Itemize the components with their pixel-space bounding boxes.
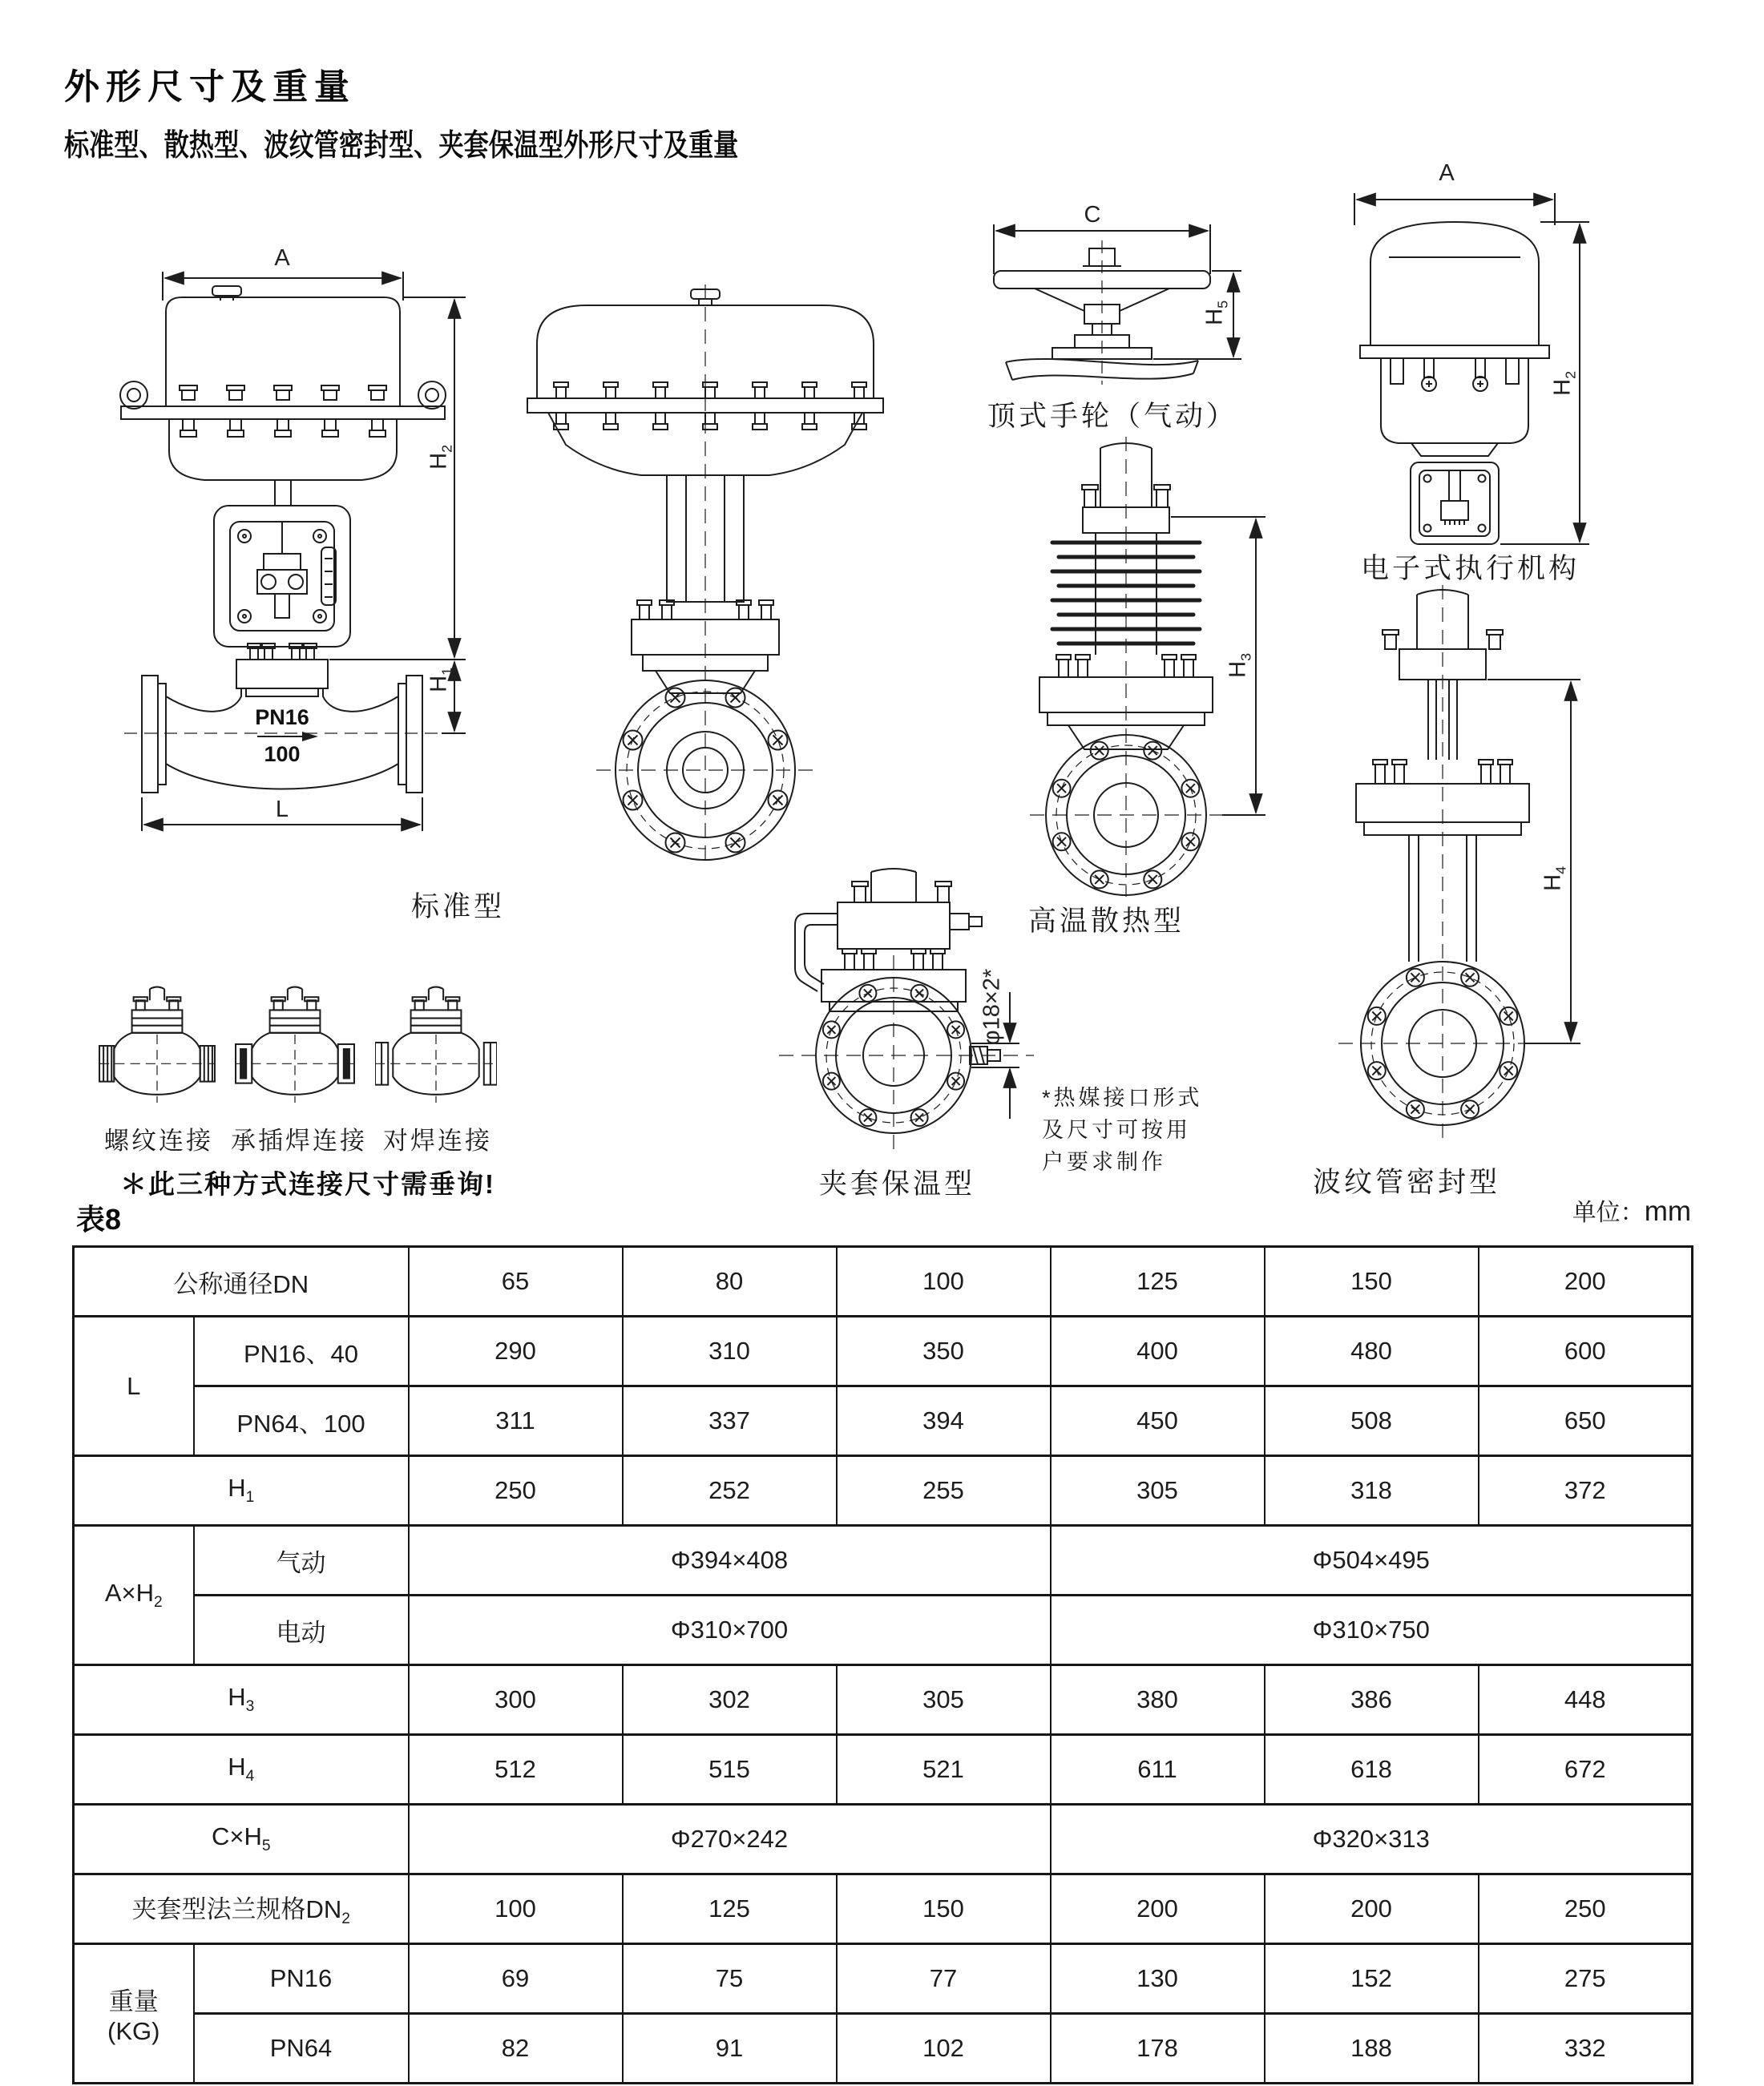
table-cell: 318 — [1265, 1456, 1479, 1526]
unit-note — [1475, 1192, 1691, 1228]
row-sublabel-weight-pn64: PN64 — [194, 2014, 409, 2084]
table-cell: 275 — [1479, 1944, 1693, 2014]
table-row-axh2-pneumatic — [74, 1526, 1693, 1596]
dim-h2-standard: $H_2$ — [426, 444, 455, 470]
socket-weld-label: 承插焊连接 — [231, 1127, 367, 1155]
table-cell: 380 — [1051, 1665, 1265, 1735]
table-cell: 300 — [409, 1665, 623, 1735]
table-cell: 91 — [623, 2014, 837, 2084]
table-cell: 386 — [1265, 1665, 1479, 1735]
table-cell-merged: Φ504×495 — [1051, 1526, 1693, 1596]
table-cell: 515 — [623, 1735, 837, 1805]
dim-l-standard: L — [275, 797, 289, 822]
table-cell: 337 — [623, 1386, 837, 1456]
table-cell: 310 — [623, 1317, 837, 1386]
table-cell: 82 — [409, 2014, 623, 2084]
jacket-note-line2: 及尺寸可按用 — [1042, 1118, 1191, 1142]
table-cell: 600 — [1479, 1317, 1693, 1386]
threaded-label: 螺纹连接 — [104, 1127, 213, 1155]
table-cell: 311 — [409, 1386, 623, 1456]
table-row-axh2-electric — [74, 1596, 1693, 1665]
dim-phi-jacket: φ18×2* — [979, 968, 1005, 1046]
dim-c-handwheel: C — [1084, 202, 1101, 228]
threaded-connection-drawing — [96, 984, 218, 1106]
table-cell: 200 — [1479, 1247, 1693, 1317]
table-cell: 200 — [1265, 1874, 1479, 1944]
table-cell: 65 — [409, 1247, 623, 1317]
table-cell: 150 — [1265, 1247, 1479, 1317]
table-row-h4 — [74, 1735, 1693, 1805]
table-cell: 150 — [837, 1874, 1051, 1944]
table-row-h1 — [74, 1456, 1693, 1526]
table-row-l-pn16 — [74, 1317, 1693, 1386]
butt-weld-label: 对焊连接 — [383, 1127, 492, 1155]
table-cell: 250 — [1479, 1874, 1693, 1944]
row-sublabel-electric: 电动 — [194, 1596, 409, 1665]
jacket-label: 夹套保温型 — [819, 1168, 976, 1200]
row-sublabel-pneumatic: 气动 — [194, 1526, 409, 1596]
standard-front-valve-drawing — [513, 284, 898, 870]
table-cell: 100 — [409, 1874, 623, 1944]
table-cell: 102 — [837, 2014, 1051, 2084]
table-cell: 400 — [1051, 1317, 1265, 1386]
table-cell: 152 — [1265, 1944, 1479, 2014]
table-cell: 188 — [1265, 2014, 1479, 2084]
table-cell: 450 — [1051, 1386, 1265, 1456]
table-cell: 255 — [837, 1456, 1051, 1526]
unit-value: mm — [1644, 1196, 1691, 1227]
table-row-l-pn64 — [74, 1386, 1693, 1456]
page-subtitle: 标准型、散热型、波纹管密封型、夹套保温型外形尺寸及重量 — [64, 129, 739, 163]
table-cell: 508 — [1265, 1386, 1479, 1456]
table-cell-merged: Φ394×408 — [409, 1526, 1051, 1596]
connection-note: ＊此三种方式连接尺寸需垂询! — [120, 1169, 495, 1199]
table-cell: 672 — [1479, 1735, 1693, 1805]
table-cell: 512 — [409, 1735, 623, 1805]
table-cell: 302 — [623, 1665, 837, 1735]
standard-type-label: 标准型 — [411, 891, 506, 922]
table-cell: 350 — [837, 1317, 1051, 1386]
table-cell: 125 — [623, 1874, 837, 1944]
table-cell: 305 — [1051, 1456, 1265, 1526]
table-row-dn2 — [74, 1874, 1693, 1944]
bellows-label: 波纹管密封型 — [1313, 1167, 1501, 1198]
dimension-table — [72, 1245, 1693, 2084]
row-sublabel-pn64-100: PN64、100 — [194, 1386, 409, 1456]
row-label-h4: $H_4$ — [74, 1735, 409, 1805]
row-label-h3: $H_3$ — [74, 1665, 409, 1735]
table-row-cxh5 — [74, 1805, 1693, 1874]
row-label-dn2: 夹套型法兰规格$DN_2$ — [74, 1874, 409, 1944]
table-cell: 178 — [1051, 2014, 1265, 2084]
table-cell: 200 — [1051, 1874, 1265, 1944]
valve-body-mark-dn: 100 — [264, 742, 301, 766]
table-cell: 332 — [1479, 2014, 1693, 2084]
row-sublabel-weight-pn16: PN16 — [194, 1944, 409, 2014]
table-caption: 表8 — [76, 1203, 122, 1236]
table-cell: 448 — [1479, 1665, 1693, 1735]
handwheel-label: 顶式手轮（气动） — [987, 401, 1238, 432]
table-cell-merged: Φ310×750 — [1051, 1596, 1693, 1665]
table-cell: 394 — [837, 1386, 1051, 1456]
dim-a-electric: A — [1439, 160, 1455, 186]
jacket-note-line1: *热媒接口形式 — [1042, 1086, 1203, 1110]
table-cell: 125 — [1051, 1247, 1265, 1317]
dim-h4-bellows: $H_4$ — [1540, 865, 1569, 891]
table-cell-merged: Φ320×313 — [1051, 1805, 1693, 1874]
table-cell: 372 — [1479, 1456, 1693, 1526]
unit-prefix: 单位： — [1572, 1200, 1645, 1226]
socket-weld-connection-drawing — [234, 984, 356, 1106]
dim-h1-standard: $H_1$ — [426, 667, 455, 692]
dim-h2-electric: $H_2$ — [1549, 370, 1579, 396]
dim-a-standard: A — [274, 245, 290, 271]
table-row-h3 — [74, 1665, 1693, 1735]
table-cell: 75 — [623, 1944, 837, 2014]
table-cell-merged: Φ310×700 — [409, 1596, 1051, 1665]
table-cell: 250 — [409, 1456, 623, 1526]
table-cell: 290 — [409, 1317, 623, 1386]
table-cell: 69 — [409, 1944, 623, 2014]
row-label-dn: 公称通径DN — [74, 1247, 409, 1317]
table-row-weight-pn16 — [74, 1944, 1693, 2014]
table-cell: 80 — [623, 1247, 837, 1317]
page-title: 外形尺寸及重量 — [64, 67, 356, 107]
row-sublabel-pn16-40: PN16、40 — [194, 1317, 409, 1386]
table-cell: 521 — [837, 1735, 1051, 1805]
dim-h5-handwheel: $H_5$ — [1201, 300, 1231, 325]
valve-body-mark-pn: PN16 — [255, 705, 309, 729]
table-cell: 100 — [837, 1247, 1051, 1317]
butt-weld-connection-drawing — [375, 984, 497, 1106]
table-cell-merged: Φ270×242 — [409, 1805, 1051, 1874]
jacket-note-line3: 户要求制作 — [1042, 1150, 1166, 1174]
high-temp-label: 高温散热型 — [1028, 906, 1185, 937]
table-row-dn — [74, 1247, 1693, 1317]
electric-actuator-label: 电子式执行机构 — [1361, 553, 1580, 584]
table-cell: 618 — [1265, 1735, 1479, 1805]
table-cell: 305 — [837, 1665, 1051, 1735]
jacket-note — [1042, 1082, 1203, 1178]
table-cell: 611 — [1051, 1735, 1265, 1805]
row-label-cxh5: $C\times H_5$ — [74, 1805, 409, 1874]
table-row-weight-pn64 — [74, 2014, 1693, 2084]
row-group-axh2: $A\times H_2$ — [74, 1526, 194, 1665]
dim-h3-hightemp: $H_3$ — [1225, 652, 1254, 678]
row-group-weight: 重量 (KG) — [74, 1944, 194, 2084]
table-cell: 77 — [837, 1944, 1051, 2014]
row-group-l: L — [74, 1317, 194, 1456]
table-cell: 252 — [623, 1456, 837, 1526]
table-cell: 650 — [1479, 1386, 1693, 1456]
table-cell: 130 — [1051, 1944, 1265, 2014]
table-cell: 480 — [1265, 1317, 1479, 1386]
row-label-h1: $H_1$ — [74, 1456, 409, 1526]
